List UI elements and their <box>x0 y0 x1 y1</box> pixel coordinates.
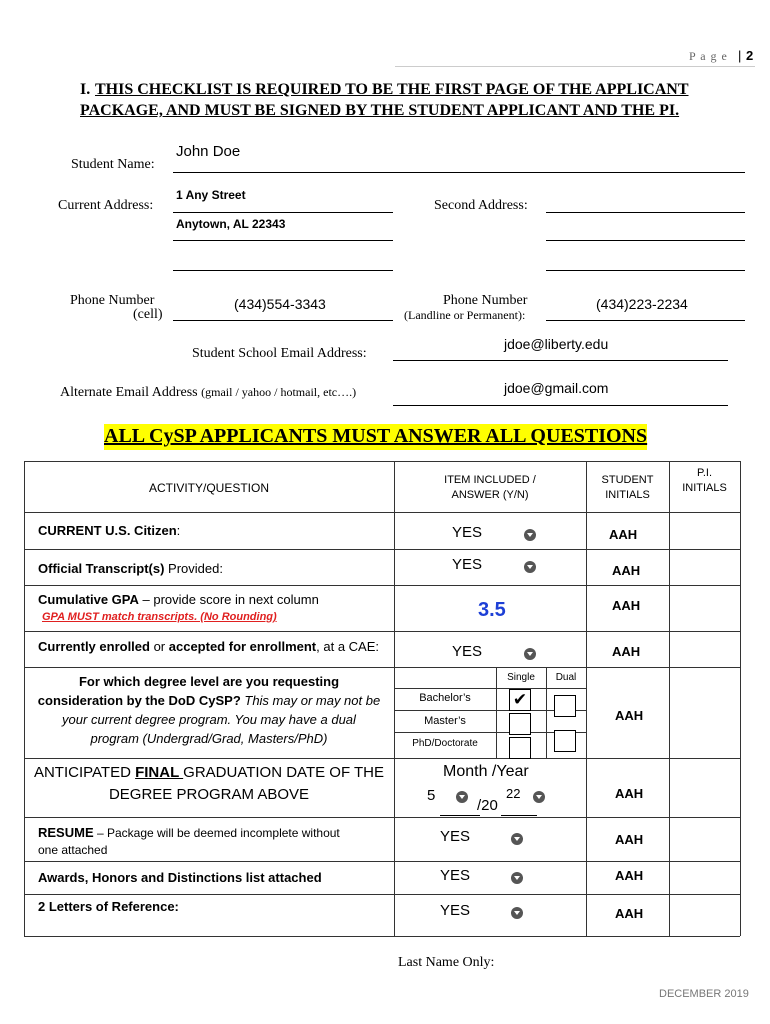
initials-letters[interactable]: AAH <box>615 906 644 921</box>
phone-cell-label: Phone Number <box>70 293 155 308</box>
school-email-field[interactable] <box>393 360 728 361</box>
question-enrolled-rest: , at a CAE: <box>316 639 380 654</box>
phone-cell-value: (434)554-3343 <box>234 296 326 312</box>
answer-gpa[interactable]: 3.5 <box>478 599 506 621</box>
page-number-separator: | <box>738 48 742 63</box>
check-icon: ✔ <box>512 690 528 709</box>
answer-citizen[interactable]: YES <box>452 524 483 541</box>
question-resume <box>38 825 340 840</box>
address-line1-value: 1 Any Street <box>176 188 246 202</box>
question-degree-line4: program (Undergrad/Grad, Masters/PhD) <box>90 731 328 746</box>
checkbox-phd-dual[interactable] <box>554 730 576 752</box>
footer-date: DECEMBER 2019 <box>659 988 749 1000</box>
question-letters: 2 Letters of Reference: <box>38 899 179 914</box>
awards-dropdown-icon[interactable] <box>511 872 523 884</box>
page-number: 2 <box>746 48 754 63</box>
citizen-dropdown-icon[interactable] <box>524 529 536 541</box>
page-label: P a g e <box>689 49 728 63</box>
question-graduation-c: GRADUATION DATE OF THE <box>183 764 385 781</box>
initials-transcript[interactable]: AAH <box>612 563 641 578</box>
checkbox-phd-single[interactable] <box>509 737 531 759</box>
last-name-label: Last Name Only: <box>398 955 495 970</box>
school-email-value: jdoe@liberty.edu <box>504 336 609 352</box>
degree-bachelors-label: Bachelor’s <box>419 692 471 704</box>
resume-dropdown-icon[interactable] <box>511 833 523 845</box>
question-enrolled <box>38 639 379 654</box>
degree-dual-label: Dual <box>555 672 577 683</box>
question-degree-line3: your current degree program. You may have a dual <box>62 712 356 727</box>
student-name-value: John Doe <box>176 143 241 160</box>
question-graduation-a: ANTICIPATED <box>33 764 136 781</box>
address-line2-field[interactable] <box>173 240 393 241</box>
initials-degree[interactable]: AAH <box>615 708 644 723</box>
initials-resume[interactable]: AAH <box>615 832 644 847</box>
current-address-label: Current Address: <box>58 198 154 213</box>
phone-cell-field[interactable] <box>173 320 393 321</box>
question-degree-line2-italic: This may or may not be <box>240 693 381 708</box>
checkbox-bachelors-single[interactable] <box>509 689 531 711</box>
degree-single-label: Single <box>507 672 535 683</box>
checkbox-bachelors-dual[interactable] <box>554 695 576 717</box>
question-enrolled-bold2: accepted for enrollment <box>168 639 317 654</box>
answer-awards[interactable]: YES <box>440 867 471 884</box>
phone-land-sublabel: (Landline or Permanent): <box>404 308 526 322</box>
initials-citizen[interactable]: AAH <box>609 527 638 542</box>
question-graduation-final: FINAL <box>135 764 184 781</box>
question-enrolled-mid: or <box>149 639 169 654</box>
second-address-line3-field[interactable] <box>546 270 745 271</box>
header-student-line2: INITIALS <box>605 489 650 501</box>
question-graduation-line2: DEGREE PROGRAM ABOVE <box>108 786 310 803</box>
answer-transcript[interactable]: YES <box>452 556 483 573</box>
question-resume-bold: RESUME <box>38 825 94 840</box>
graduation-year[interactable]: 22 <box>506 786 521 801</box>
header-student-line1: STUDENT <box>601 474 654 486</box>
question-gpa-bold: Cumulative GPA <box>38 592 139 607</box>
question-enrolled-bold1: Currently enrolled <box>38 639 150 654</box>
initials-graduation[interactable]: AAH <box>615 786 644 801</box>
initials-enrolled[interactable]: AAH <box>612 644 641 659</box>
degree-phd-label: PhD/Doctorate <box>412 738 478 749</box>
requirements-banner: ALL CySP APPLICANTS MUST ANSWER ALL QUESTIONS <box>104 424 647 450</box>
address-line2-value: Anytown, AL 22343 <box>176 217 286 231</box>
alt-email-hint: (gmail / yahoo / hotmail, etc….) <box>201 385 357 399</box>
header-rule <box>395 66 755 67</box>
address-line1-field[interactable] <box>173 212 393 213</box>
question-graduation-line1 <box>24 764 394 781</box>
question-awards: Awards, Honors and Distinctions list attached <box>38 870 322 885</box>
graduation-month[interactable]: 5 <box>427 787 436 804</box>
student-name-label: Student Name: <box>71 157 155 172</box>
question-transcript <box>38 561 223 576</box>
alt-email-field[interactable] <box>393 405 728 406</box>
question-degree-line2 <box>24 693 394 708</box>
enrolled-dropdown-icon[interactable] <box>524 648 536 660</box>
second-address-line2-field[interactable] <box>546 240 745 241</box>
month-dropdown-icon[interactable] <box>456 791 468 803</box>
answer-letters[interactable]: YES <box>440 902 471 919</box>
second-address-label: Second Address: <box>434 198 528 213</box>
gpa-note: GPA MUST match transcripts. (No Rounding) <box>42 611 277 623</box>
section-title-line2: PACKAGE, AND MUST BE SIGNED BY THE STUDENT APPLICANT AND THE PI. <box>80 102 680 119</box>
alt-email-label-text: Alternate Email Address <box>60 385 198 400</box>
header-pi-line2: INITIALS <box>682 482 727 494</box>
question-resume-rest: – Package will be deemed incomplete without <box>93 826 340 840</box>
phone-cell-sublabel: (cell) <box>133 307 163 322</box>
question-citizen-bold: CURRENT U.S. Citizen <box>38 523 177 538</box>
alt-email-value: jdoe@gmail.com <box>504 380 609 396</box>
initials-awards[interactable]: AAH <box>615 868 644 883</box>
school-email-label: Student School Email Address: <box>192 346 367 361</box>
second-address-line1-field[interactable] <box>546 212 745 213</box>
graduation-slash: /20 <box>477 797 498 814</box>
answer-enrolled[interactable]: YES <box>452 643 483 660</box>
question-degree-line1: For which degree level are you requesting <box>78 674 340 689</box>
question-resume-line2: one attached <box>38 843 108 857</box>
question-gpa-rest: – provide score in next column <box>138 592 319 607</box>
section-numeral: I. <box>80 81 91 98</box>
question-transcript-rest: Provided: <box>164 561 223 576</box>
question-citizen <box>38 523 180 538</box>
year-dropdown-icon[interactable] <box>533 791 545 803</box>
initials-gpa[interactable]: AAH <box>612 598 641 613</box>
header-activity: ACTIVITY/QUESTION <box>148 481 269 495</box>
phone-land-value: (434)223-2234 <box>596 296 688 312</box>
graduation-month-year-label: Month /Year <box>443 763 529 780</box>
address-line3-field[interactable] <box>173 270 393 271</box>
question-gpa <box>38 592 319 607</box>
checkbox-masters-single[interactable] <box>509 713 531 735</box>
phone-land-field[interactable] <box>546 320 745 321</box>
header-pi-line1: P.I. <box>696 467 713 479</box>
header-item-line2: ANSWER (Y/N) <box>451 489 529 501</box>
answer-resume[interactable]: YES <box>440 828 471 845</box>
question-degree-line2-bold: consideration by the DoD CySP? <box>37 693 241 708</box>
section-title-line1: THIS CHECKLIST IS REQUIRED TO BE THE FIRST PAGE OF THE APPLICANT <box>95 81 689 98</box>
question-citizen-rest: : <box>176 523 181 538</box>
student-name-field[interactable] <box>173 172 745 173</box>
degree-masters-label: Master’s <box>424 715 466 727</box>
alt-email-label <box>60 385 356 401</box>
month-field <box>440 815 480 816</box>
letters-dropdown-icon[interactable] <box>511 907 523 919</box>
transcript-dropdown-icon[interactable] <box>524 561 536 573</box>
question-transcript-bold: Official Transcript(s) <box>38 561 165 576</box>
phone-land-label: Phone Number <box>443 293 528 308</box>
year-field <box>501 815 537 816</box>
header-item-line1: ITEM INCLUDED / <box>444 474 536 486</box>
